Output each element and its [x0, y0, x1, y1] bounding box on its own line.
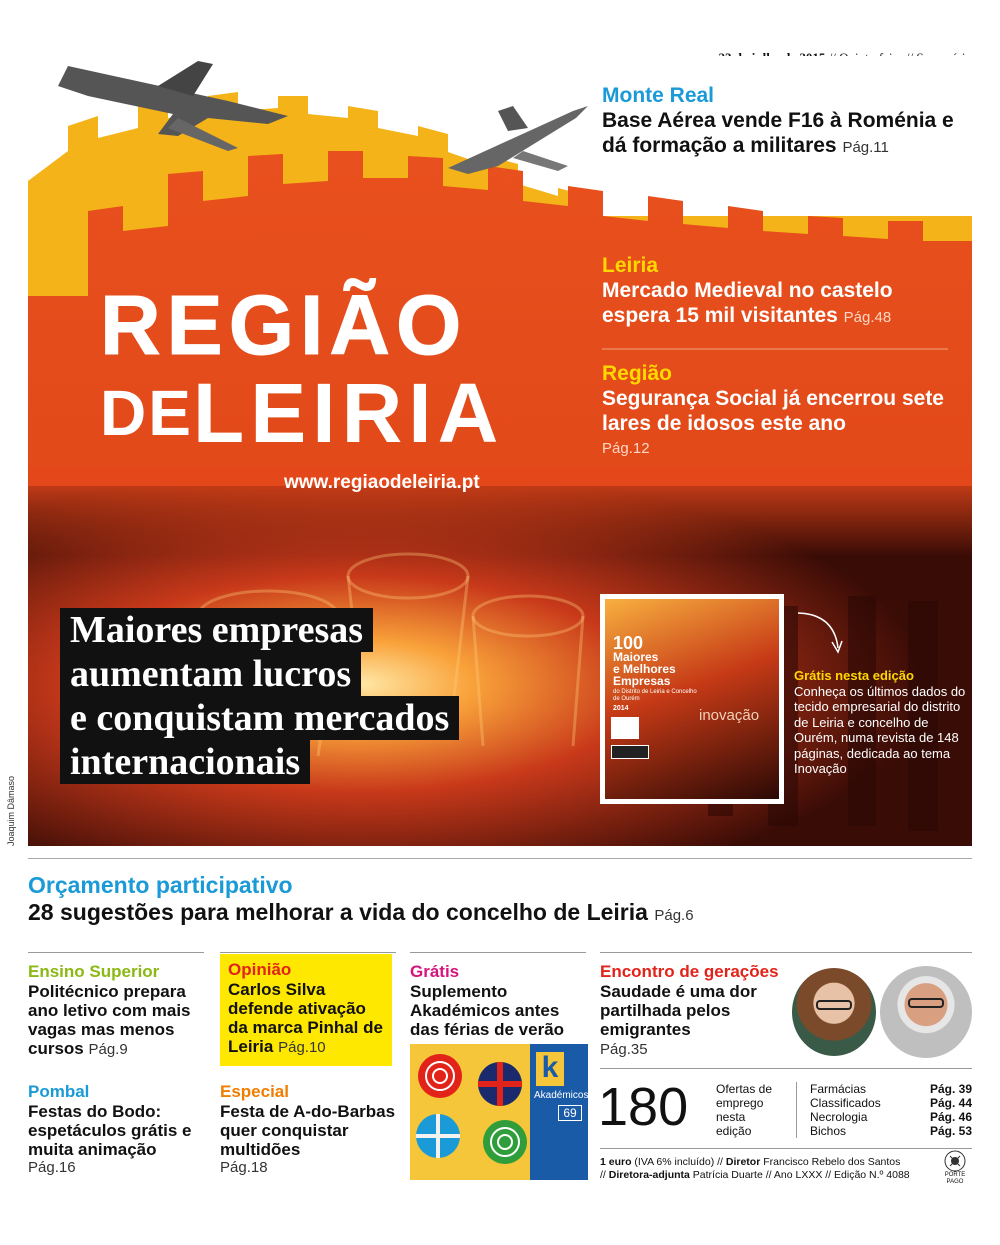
akademicos-cover[interactable] [410, 1044, 588, 1180]
masthead-line1: REGIÃO [100, 278, 468, 372]
crest-icon [944, 1150, 966, 1172]
index-row[interactable]: Farmácias Pág. 39 [810, 1082, 972, 1096]
masthead-de: DE [100, 377, 193, 449]
brief-headline: Saudade é uma dor partilhada pelos emigrantes [600, 982, 757, 1039]
main-story[interactable] [60, 608, 459, 784]
supplement-blurb [794, 668, 966, 777]
supplement-cover[interactable] [600, 594, 784, 804]
supplement-text: Conheça os últimos dados do tecido empresarial do distrito de Leiria e concelho de Ourém, numa revista de 148 páginas, dedicada ao tema Inovação [794, 683, 966, 776]
cover-sponsor-icon [611, 745, 649, 759]
brief-headline: Carlos Silva defende ativação da marca Pinhal de Leiria Pág.10 [228, 980, 383, 1056]
brief-kicker: Especial [220, 1082, 289, 1101]
porte-pago-seal: PORTE PAGO [938, 1150, 972, 1186]
cover-theme: inovação [699, 707, 760, 724]
masthead-line2 [100, 366, 600, 460]
photo-woman [792, 968, 876, 1056]
top-story-headline: Base Aérea vende F16 à Roménia e dá formação a militares Pág.11 [602, 109, 954, 157]
top-story-kicker: Monte Real [602, 84, 715, 107]
divider [28, 952, 204, 953]
cover-year: 2014 [613, 705, 629, 712]
brief-gratis[interactable] [410, 962, 588, 1039]
akademicos-name: Akadémicos [534, 1090, 588, 1101]
cover-logo-icon [611, 717, 639, 739]
imprint: 1 euro (IVA 6% incluído) // Diretor Francisco Rebelo dos Santos // Diretora-adjunta Patrícia Duarte // Ano LXXX // Edição N.º 4088 [600, 1156, 910, 1181]
arrow-icon [796, 608, 846, 658]
divider [28, 858, 972, 859]
divider [410, 952, 586, 953]
top-story-monte-real[interactable] [602, 84, 962, 160]
glasses-icon [908, 998, 944, 1008]
page-ref: Pág.48 [843, 309, 892, 326]
top-story-regiao[interactable] [602, 362, 962, 457]
brief-pombal[interactable] [28, 1082, 206, 1176]
brief-headline: Suplemento Akadémicos antes das férias de verão [410, 982, 565, 1039]
supplement-cover-image [605, 599, 779, 799]
top-story-headline: Mercado Medieval no castelo espera 15 mil visitantes Pág.48 [602, 279, 893, 327]
akademicos-number: 69 [558, 1105, 582, 1121]
brief-opiniao[interactable] [220, 954, 392, 1066]
top-story-leiria[interactable] [602, 254, 962, 330]
brief-encontro-geracoes[interactable] [600, 962, 800, 1058]
hero-section [28, 56, 972, 846]
main-story-line: e conquistam mercados [60, 696, 459, 740]
brief-kicker: Pombal [28, 1082, 90, 1101]
brief-headline: Politécnico prepara ano letivo com mais vagas mas menos cursos Pág.9 [28, 982, 191, 1058]
budget-kicker: Orçamento participativo [28, 872, 293, 898]
glasses-icon [816, 1000, 852, 1010]
supplement-kicker: Grátis nesta edição [794, 668, 914, 683]
brief-kicker: Ensino Superior [28, 962, 160, 981]
cover-title: Maiores e Melhores Empresas [613, 650, 676, 688]
page-ref: Pág.9 [88, 1041, 128, 1058]
divider [600, 952, 972, 953]
main-story-line: internacionais [60, 740, 310, 784]
brief-kicker: Grátis [410, 962, 460, 981]
page-ref: Pág.10 [278, 1039, 326, 1056]
budget-story[interactable] [28, 872, 972, 930]
akademicos-letter: k [536, 1052, 564, 1086]
index-row[interactable]: Necrologia Pág. 46 [810, 1110, 972, 1124]
page-ref: Pág.16 [28, 1159, 76, 1176]
brief-headline: Festa de A-do-Barbas quer conquistar multidões [220, 1102, 396, 1159]
masthead-title [100, 278, 600, 460]
jobs-count: 180 [598, 1077, 689, 1137]
page-ref: Pág.11 [842, 139, 889, 156]
divider [796, 1082, 797, 1138]
divider [220, 952, 396, 953]
umbrella-icon [478, 1062, 522, 1106]
jobs-text: Ofertas de emprego nesta edição [716, 1082, 773, 1138]
akademicos-panel [530, 1044, 588, 1180]
main-story-line: aumentam lucros [60, 652, 361, 696]
top-story-kicker: Região [602, 362, 673, 385]
divider [600, 1068, 972, 1069]
brief-ensino-superior[interactable] [28, 962, 206, 1059]
page-ref: Pág.35 [600, 1041, 648, 1058]
masthead-leiria: LEIRIA [192, 366, 505, 460]
umbrella-icon [483, 1120, 527, 1164]
page-ref: Pág.6 [654, 907, 694, 924]
index-row[interactable]: Classificados Pág. 44 [810, 1096, 972, 1110]
umbrella-icon [416, 1114, 460, 1158]
page-index [810, 1082, 972, 1138]
photo-credit: Joaquim Dâmaso [6, 775, 16, 846]
cover-subtitle: do Distrito de Leiria e Concelho de Ourém [613, 689, 697, 702]
brief-kicker: Encontro de gerações [600, 962, 779, 981]
page-ref: Pág.12 [602, 440, 650, 457]
divider [600, 1148, 972, 1149]
budget-headline: 28 sugestões para melhorar a vida do concelho de Leiria Pág.6 [28, 899, 694, 925]
top-story-kicker: Leiria [602, 254, 659, 277]
cover-number: 100 [613, 633, 644, 653]
top-story-headline: Segurança Social já encerrou sete lares de idosos este ano [602, 387, 944, 435]
main-story-line: Maiores empresas [60, 608, 373, 652]
brief-headline: Festas do Bodo: espetáculos grátis e muita animação [28, 1102, 192, 1159]
umbrella-icon [418, 1054, 462, 1098]
brief-kicker: Opinião [228, 960, 292, 979]
page-ref: Pág.18 [220, 1159, 268, 1176]
index-row[interactable]: Bichos Pág. 53 [810, 1124, 972, 1138]
website-url[interactable]: www.regiaodeleiria.pt [284, 472, 480, 493]
photo-man [880, 966, 972, 1058]
brief-especial[interactable] [220, 1082, 398, 1176]
